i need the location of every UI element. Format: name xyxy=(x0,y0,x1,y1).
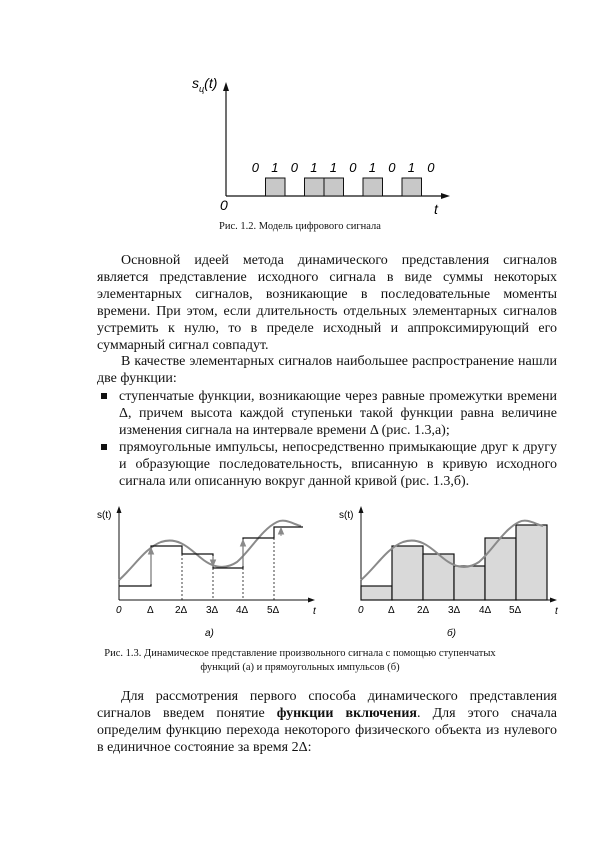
fig13b-pulse-3 xyxy=(423,554,454,600)
paragraph-3 xyxy=(97,688,557,756)
fig12-ylabel-main: s xyxy=(192,75,199,91)
figure-1-3-caption-line-1: Рис. 1.3. Динамическое представление произвольного сигнала с помощью ступенчатых xyxy=(104,648,496,659)
fig13b-x-arrow xyxy=(550,598,557,603)
fig13a-ylabel: s(t) xyxy=(97,510,112,521)
fig13-panel-b xyxy=(339,506,559,639)
fig12-pulse xyxy=(324,178,344,196)
fig13a-arrowhead-3 xyxy=(241,540,246,546)
fig12-bit-label: 1 xyxy=(407,160,415,175)
figure-1-2-caption: Рис. 1.2. Модель цифрового сигнала xyxy=(219,221,381,232)
fig13b-xlabel: t xyxy=(555,606,558,617)
fig13b-tick-4: 4Δ xyxy=(479,605,492,616)
fig12-pulse xyxy=(363,178,383,196)
bullet-text-steps: ступенчатые функции, возникающие через равные промежутки времени Δ, причем высота каждой ступеньки такой функции равна величине изменения сигнала на интервале времени Δ (рис. 1.3,а); xyxy=(119,389,557,438)
figure-1-3-caption xyxy=(70,647,530,675)
fig13a-xlabel: t xyxy=(313,606,316,617)
bullet-square-icon xyxy=(101,393,107,399)
fig13b-tick-2: 2Δ xyxy=(417,605,430,616)
fig12-ylabel-arg: (t) xyxy=(204,75,218,91)
fig12-origin: 0 xyxy=(220,197,228,213)
fig13a-tick-0: 0 xyxy=(116,605,122,616)
fig13b-tick-0: 0 xyxy=(358,605,364,616)
fig13a-tick-3: 3Δ xyxy=(206,605,219,616)
fig13a-tick-4: 4Δ xyxy=(236,605,249,616)
figure-1-3 xyxy=(95,498,575,646)
fig12-pulses xyxy=(266,178,422,196)
bullet-square-icon xyxy=(101,444,107,450)
fig13b-pulse-1 xyxy=(361,586,392,600)
fig12-bit-label: 1 xyxy=(368,160,376,175)
fig12-ylabel xyxy=(192,75,217,94)
fig12-bit-label: 1 xyxy=(271,160,279,175)
fig13b-y-arrow xyxy=(359,506,364,513)
fig12-bit-label: 0 xyxy=(290,160,298,175)
fig12-bit-label: 0 xyxy=(251,160,259,175)
fig13a-tick-1: Δ xyxy=(147,605,154,616)
paragraph-3-text-before: Для рассмотрения первого способа динамического представления сигналов введем понятие xyxy=(97,689,557,721)
fig13a-tick-5: 5Δ xyxy=(267,605,280,616)
fig12-bit-label: 1 xyxy=(310,160,318,175)
fig13b-pulse-4 xyxy=(454,566,485,600)
fig12-pulse xyxy=(266,178,286,196)
fig13-panel-a xyxy=(97,506,317,639)
paragraph-2: В качестве элементарных сигналов наибольшее распространение нашли две функции: xyxy=(97,354,557,386)
fig13a-sublabel: а) xyxy=(205,628,214,639)
fig12-y-arrow xyxy=(223,82,229,91)
fig12-bit-label: 1 xyxy=(329,160,337,175)
fig13b-pulse-5 xyxy=(485,538,516,600)
fig13b-tick-3: 3Δ xyxy=(448,605,461,616)
fig12-bit-label: 0 xyxy=(349,160,357,175)
fig13b-tick-1: Δ xyxy=(388,605,395,616)
fig13a-x-arrow xyxy=(308,598,315,603)
fig12-pulse xyxy=(402,178,422,196)
figure-1-3-caption-line-2: функций (а) и прямоугольных импульсов (б) xyxy=(200,662,400,673)
paragraph-1: Основной идеей метода динамического представления сигналов является представление исходного сигнала в виде суммы некоторых элементарных сигналов, возникающие в последовательные моменты времени. При этом, если длительность отдельных элементарных сигналов устремить к нулю, то в пределе исходный и аппроксимирующий его суммарный сигнал совпадут. xyxy=(97,253,557,353)
bullet-list xyxy=(97,388,557,490)
fig13a-arrowhead-4 xyxy=(279,528,284,534)
fig13b-ylabel: s(t) xyxy=(339,510,354,521)
bullet-text-pulses: прямоугольные импульсы, непосредственно примыкающие друг к другу и образующие последовательность, вписанную в кривую исходного сигнала или описанную вокруг данной кривой (рис. 1.3,б). xyxy=(119,440,557,489)
fig13a-ticks xyxy=(116,605,280,616)
fig13a-increment-arrows xyxy=(149,528,284,584)
paragraph-3-term: функции включения xyxy=(276,706,417,721)
fig13b-ticks xyxy=(358,605,522,616)
fig12-bit-label: 0 xyxy=(427,160,435,175)
bullet-item-pulses xyxy=(97,439,557,490)
fig13b-tick-5: 5Δ xyxy=(509,605,522,616)
bullet-item-steps xyxy=(97,388,557,439)
fig12-bit-label: 0 xyxy=(388,160,396,175)
fig12-ylabel-sub: ц xyxy=(199,84,205,94)
paragraph-3-text-after: . Для этого сначала определим функцию перехода некоторого физического объекта из нулевого в единичное состояние за время 2Δ: xyxy=(97,706,557,755)
fig13a-step-function xyxy=(119,527,303,586)
fig12-bits xyxy=(252,160,436,175)
fig13b-pulses xyxy=(361,525,547,600)
fig13a-tick-2: 2Δ xyxy=(175,605,188,616)
figure-1-2 xyxy=(180,60,460,220)
fig13a-gridlines xyxy=(182,538,274,600)
fig13b-pulse-2 xyxy=(392,546,423,600)
fig12-x-arrow xyxy=(441,193,450,199)
fig12-xlabel: t xyxy=(434,201,438,217)
fig12-pulse xyxy=(305,178,325,196)
fig13b-pulse-6 xyxy=(516,525,547,600)
fig13b-sublabel: б) xyxy=(447,628,456,639)
fig13a-y-arrow xyxy=(117,506,122,513)
